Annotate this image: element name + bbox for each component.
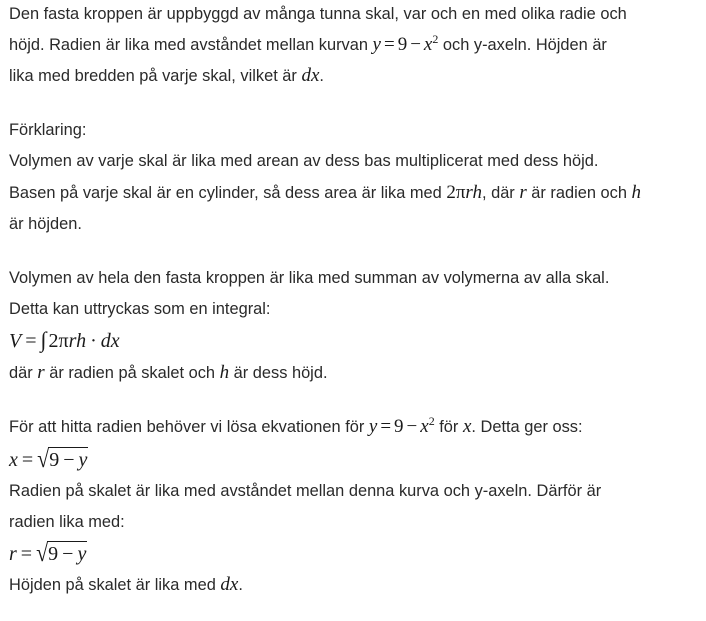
math-dx: dx [301, 65, 320, 86]
p2-line-3: Basen på varje skal är en cylinder, så dess area är lika med 2πrh, där r är radien och h [9, 182, 642, 203]
p3-line-1: Volymen av hela den fasta kroppen är lika med summan av volymerna av alla skal. [9, 269, 610, 287]
p2-line-2: Volymen av varje skal är lika med arean av dess bas multiplicerat med dess höjd. [9, 152, 599, 170]
math-r-2: r [37, 362, 45, 383]
math-volume-integral: V = ∫ 2πrh · dx [9, 327, 120, 352]
p1-line-2: höjd. Radien är lika med avståndet mellan kurvan $y = 9 - x^2$ och y-axeln. Höjden är [9, 32, 607, 55]
math-r-eq-sqrt: r = √9 − y [9, 538, 87, 567]
p2-heading: Förklaring: [9, 121, 87, 139]
p1-line-3: lika med bredden på varje skal, vilket är dx. [9, 65, 324, 86]
math-curve-y-eq-9-minus-x2-2: $y = 9 - x^2$ [368, 414, 435, 437]
math-2pirh: 2πrh [446, 182, 482, 203]
sqrt-icon: √9 − y [37, 444, 88, 473]
sqrt-icon-2: √9 − y [36, 538, 87, 567]
p4-line-4: radien lika med: [9, 513, 125, 531]
math-dx-2: dx [220, 574, 239, 595]
math-curve-y-eq-9-minus-x2: $y = 9 - x^2$ [372, 32, 439, 55]
math-x: x [462, 416, 472, 437]
math-h: h [631, 182, 642, 203]
p1-line-1: Den fasta kroppen är uppbyggd av många tunna skal, var och en med olika radie och [9, 5, 627, 23]
math-x-eq-sqrt: x = √9 − y [9, 444, 88, 473]
p4-line-6: Höjden på skalet är lika med dx. [9, 574, 243, 595]
p3-line-4: där r är radien på skalet och h är dess höjd. [9, 362, 328, 383]
math-r: r [519, 182, 527, 203]
p4-line-3: Radien på skalet är lika med avståndet mellan denna kurva och y-axeln. Därför är [9, 482, 602, 500]
math-h-2: h [219, 362, 230, 383]
p3-line-2: Detta kan uttryckas som en integral: [9, 300, 271, 318]
integral-sign-icon: ∫ [40, 327, 47, 352]
p2-line-4: är höjden. [9, 215, 82, 233]
p4-line-1: För att hitta radien behöver vi lösa ekvationen för $y = 9 - x^2$ för x. Detta ger oss: [9, 414, 583, 437]
